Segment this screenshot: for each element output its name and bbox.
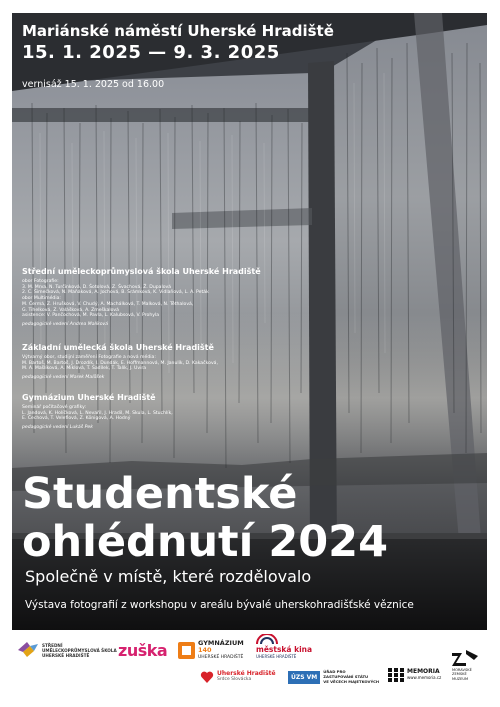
credit-line: Seminář počítačové grafiky: [22,405,86,410]
venue-heading: Mariánské náměstí Uherské Hradiště [22,22,334,40]
pedagog-line: pedagogické vedení Andrea Malíková [22,321,109,327]
credit-line: asistence: V. Pančochová, M. Pavla, L. Kalubsová, V. Prohyla [22,313,160,319]
kino-subtext: UHERSKÉ HRADIŠTĚ [256,654,297,659]
school-block-zus [22,343,312,381]
uh-subtext: Srdce Slovácka [217,677,252,682]
vernissage-info: vernisáž 15. 1. 2025 od 16.00 [22,79,165,90]
credit-line: E. Čechová, T. Veleflová, Z. Königová, A. Hodný [22,416,131,422]
zus-logo [118,641,167,660]
mzm-logo [452,650,478,681]
credit-line: M. Čermá, Z. Hrušková, V. Chudý, A. Machálková, T. Malková, N. Těthalová, [22,301,194,307]
mzm-text: ZEMSKÉ [452,672,467,677]
uherske-hradiste-logo [200,670,276,684]
credit-line: 3. M. Mrva, N. Turčinková, D. Šotolová, Z. Švachová, Ž. Dupalová [22,284,172,290]
gymnazium-city: UHERSKÉ HRADIŠTĚ [198,655,244,660]
credit-line: M. A. Mašlíková, A. Miklová, T. Sadílek, T. Talík, J. Uvira [22,366,147,372]
pametova-memoria-logo [388,668,441,682]
sups-text: STŘEDNÍ [42,642,63,648]
uzs-text: ÚŘAD PRO [323,669,346,674]
memoria-text: MEMORIA [407,668,440,675]
mzm-text: MORAVSKÉ [452,668,472,672]
gymnazium-mark-icon [178,642,195,659]
kino-text: městská kina [256,645,313,654]
school-name: Základní umělecká škola Uherské Hradiště [22,343,214,352]
credit-line: M. Bartoš, M. Bartoš, J. Drozdík, I. Dundák, E. Hoffmannová, M. Janulík, D. Kakačková, [22,360,218,366]
mzm-text: MUZEUM [452,676,469,681]
sups-text: UHERSKÉ HRADIŠTĚ [42,652,90,658]
school-block-sups [22,267,312,328]
exhibition-title [22,470,388,566]
uzs-text: VE VĚCECH MAJETKOVÝCH [323,678,380,684]
zus-text: zuška [118,641,168,660]
title-line-2: ohlédnutí 2024 [22,517,389,567]
credit-line: obor Fotografie: [22,279,59,284]
credit-line: Výtvarný obor, studijní zaměření Fotografie a nová média: [22,355,156,360]
memoria-grid-icon [388,668,404,682]
credit-line: obor Multimédia: [22,296,61,302]
sups-logo [18,642,117,658]
uh-heart-icon [200,670,214,684]
school-block-gymnazium [22,393,312,431]
pedagog-line: pedagogické vedení Marek Malůšek [22,375,105,381]
exhibition-subtitle: Společně v místě, které rozdělovalo [25,567,312,586]
title-line-1: Studentské [22,469,298,519]
pedagog-line: pedagogické vedení Lukáš Pek [22,425,93,431]
uh-text: Uherské Hradiště [217,670,276,677]
partner-logos [0,630,500,707]
uzs-text: ZASTUPOVÁNÍ STÁTU [323,673,369,679]
exhibition-description: Výstava fotografií z workshopu v areálu bývalé uherskohradišťské věznice [25,599,414,611]
memoria-url: www.memoria.cz [407,675,442,680]
kino-arc-icon [256,634,278,645]
sups-text: UMĚLECKOPRŮMYSLOVÁ ŠKOLA [42,647,117,653]
uzs-badge: ÚZS VM [288,671,320,684]
uzs-vm-logo [288,670,379,684]
school-name: Gymnázium Uherské Hradiště [22,393,156,402]
credit-line: L. Jandová, K. Holíčková, L. Nevařil, J. Hradil, M. Skula, L. Stuchlík, [22,410,173,416]
sups-mark-icon [18,642,38,658]
mestska-kina-logo [256,634,312,659]
credit-line: 2. C. Šimečková, N. Maňáková, A. Jochová, B. Šrámková, K. Vidlaňová, L. A. Peták [22,290,209,296]
credit-line: G. Tihelková, Z. Valášková, A. Zmeškalová [22,307,119,313]
mzm-mark-icon [452,650,478,666]
gymnazium-logo [178,640,244,661]
gymnazium-name: GYMNÁZIUM [198,639,244,647]
school-name: Střední uměleckoprůmyslová škola Uherské Hradiště [22,267,261,276]
exhibition-dates: 15. 1. 2025 — 9. 3. 2025 [22,42,280,63]
gymnazium-years: 140 [198,646,212,654]
